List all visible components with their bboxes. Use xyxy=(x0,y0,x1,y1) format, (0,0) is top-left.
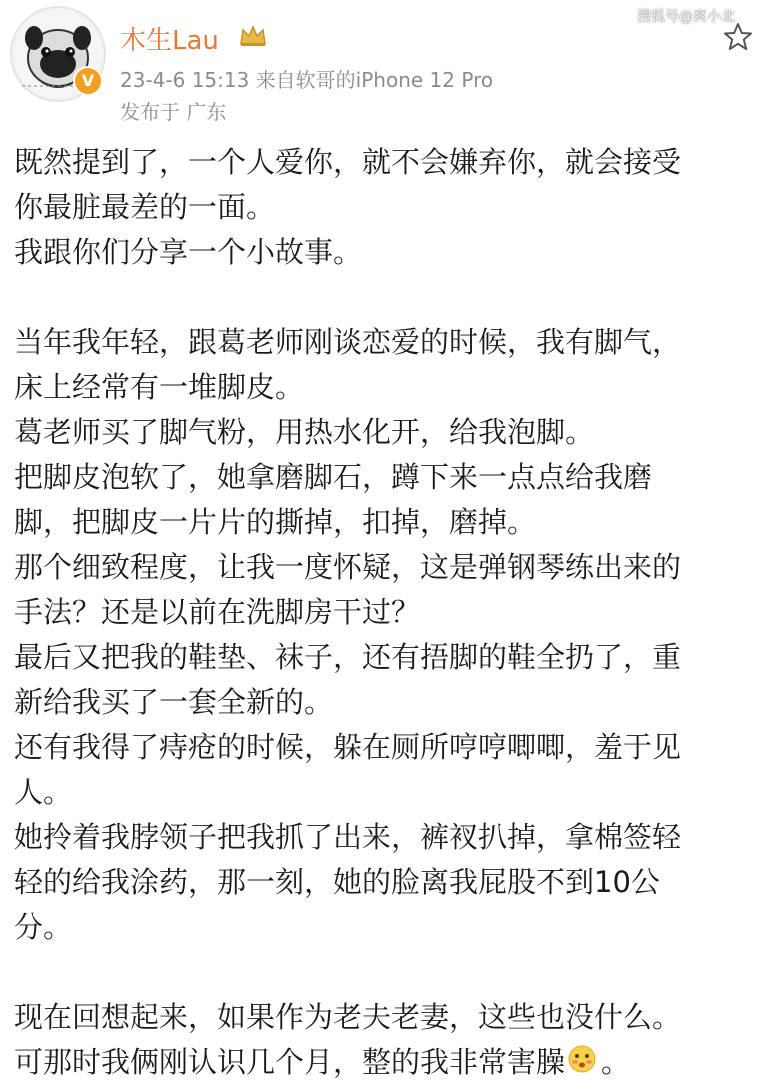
post-meta xyxy=(120,64,493,93)
post-line: 葛老师买了脚气粉，用热水化开，给我泡脚。 xyxy=(14,415,595,449)
post-line: 轻的给我涂药，那一刻，她的脸离我屁股不到10公 xyxy=(14,865,660,899)
post-line: 当年我年轻，跟葛老师刚谈恋爱的时候，我有脚气， xyxy=(14,325,682,359)
star-icon[interactable] xyxy=(723,22,753,56)
post-line: 最后又把我的鞋垫、袜子，还有捂脚的鞋全扔了，重 xyxy=(14,640,682,674)
post-content xyxy=(14,140,754,1085)
post-line: 人。 xyxy=(14,775,73,809)
crown-icon xyxy=(238,24,268,52)
post-line: 那个细致程度，让我一度怀疑，这是弹钢琴练出来的 xyxy=(14,550,682,584)
post-line: 分。 xyxy=(14,910,73,944)
shy-face-emoji xyxy=(567,1042,597,1087)
blank-line xyxy=(14,950,754,995)
post-line: 你最脏最差的一面。 xyxy=(14,190,276,224)
post-line: 床上经常有一堆脚皮。 xyxy=(14,370,305,404)
post-line: 既然提到了，一个人爱你，就不会嫌弃你，就会接受 xyxy=(14,145,682,179)
post-line: 现在回想起来，如果作为老夫老妻，这些也没什么。 xyxy=(14,1000,682,1034)
post-line: 新给我买了一套全新的。 xyxy=(14,685,334,719)
last-line-text: 可那时我俩刚认识几个月，整的我非常害臊 xyxy=(14,1045,566,1079)
post-line: 她拎着我脖领子把我抓了出来，裤衩扒掉，拿棉签轻 xyxy=(14,820,682,854)
source-watermark: 搜狐号@爽小北 xyxy=(637,9,735,25)
post-timestamp: 23-4-6 15:13 xyxy=(120,68,250,92)
post-line: 我跟你们分享一个小故事。 xyxy=(14,235,363,269)
post-line: 把脚皮泡软了，她拿磨脚石，蹲下来一点点给我磨 xyxy=(14,460,653,494)
post-line: 脚，把脚皮一片片的撕掉，扣掉，磨掉。 xyxy=(14,505,537,539)
verified-badge: V xyxy=(73,66,103,96)
post-location: 发布于 广东 xyxy=(120,100,227,124)
post-line-last xyxy=(14,1040,754,1085)
username[interactable]: 木生Lau xyxy=(120,26,219,56)
post-source: 来自软哥的iPhone 12 Pro xyxy=(255,68,494,92)
last-line-period: 。 xyxy=(601,1045,631,1079)
post-line: 手法？还是以前在洗脚房干过？ xyxy=(14,595,421,629)
post-line: 还有我得了痔疮的时候，躲在厕所哼哼唧唧，羞于见 xyxy=(14,730,682,764)
blank-line xyxy=(14,275,754,320)
